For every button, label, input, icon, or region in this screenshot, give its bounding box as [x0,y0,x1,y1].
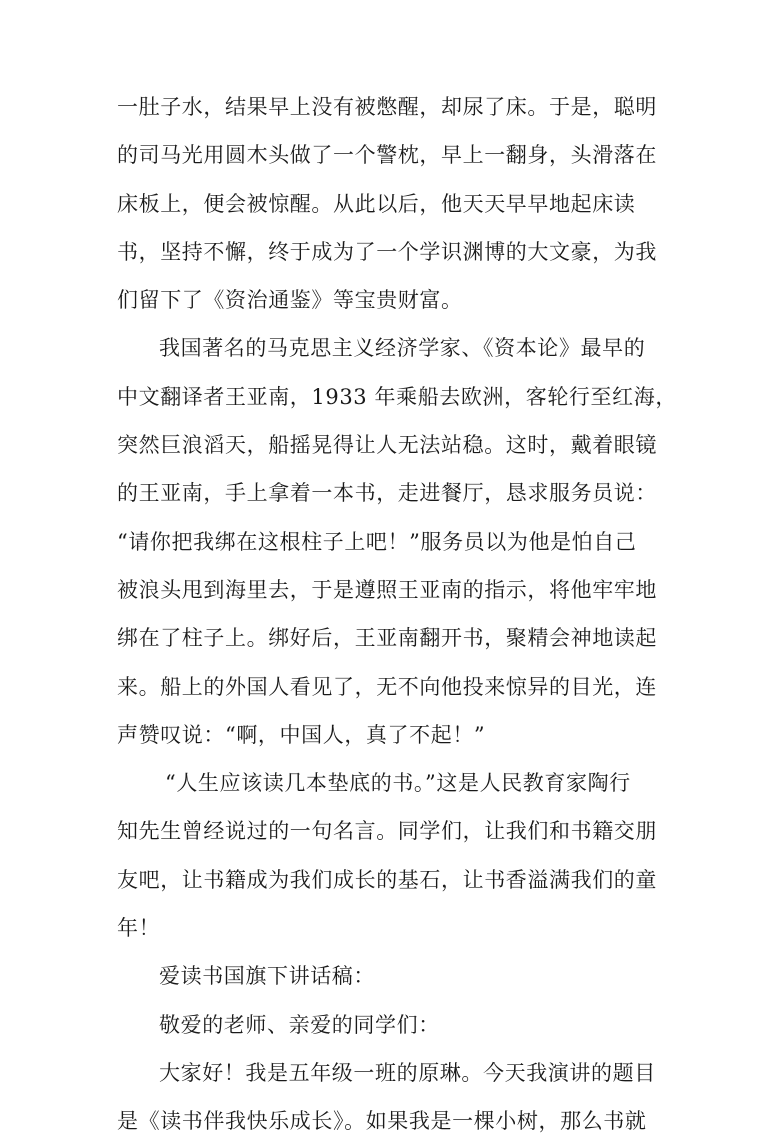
text-line: 声赞叹说：“啊，中国人，真了不起！” [117,722,486,747]
paragraph-start-line: 大家好！我是五年级一班的原琳。今天我演讲的题目 [159,1060,656,1085]
text-line: 知先生曾经说过的一句名言。同学们，让我们和书籍交朋 [117,819,657,844]
text-line: 年！ [117,916,161,941]
text-line: “请你把我绑在这根柱子上吧！”服务员以为他是怕自己 [117,529,637,554]
text-line: 书，坚持不懈，终于成为了一个学识渊博的大文豪，为我 [117,239,657,264]
text-line: 们留下了《资治通鉴》等宝贵财富。 [117,288,463,313]
salutation: 敬爱的老师、亲爱的同学们： [159,1012,440,1037]
text-line: 突然巨浪滔天，船摇晃得让人无法站稳。这时，戴着眼镜 [117,433,657,458]
document-body [117,83,677,1146]
paragraph-start-line: 我国著名的马克思主义经济学家、《资本论》最早的 [159,336,646,361]
text-line: 中文翻译者王亚南，1933 年乘船去欧洲，客轮行至红海， [117,384,677,409]
text-line: 友吧，让书籍成为我们成长的基石，让书香溢满我们的童 [117,867,657,892]
text-line: 的王亚南，手上拿着一本书，走进餐厅，恳求服务员说： [117,481,657,506]
text-line: 的司马光用圆木头做了一个警枕，早上一翻身，头滑落在 [117,143,657,168]
text-line: 来。船上的外国人看见了，无不向他投来惊异的目光，连 [117,674,657,699]
text-line: 绑在了柱子上。绑好后，王亚南翻开书，聚精会神地读起 [117,626,657,651]
text-line: 被浪头甩到海里去，于是遵照王亚南的指示，将他牢牢地 [117,577,657,602]
text-line: 一肚子水，结果早上没有被憋醒，却尿了床。于是，聪明 [117,95,657,119]
text-line: 是《读书伴我快乐成长》。如果我是一棵小树，那么书就 [117,1109,647,1134]
text-line: 床板上，便会被惊醒。从此以后，他天天早早地起床读 [117,191,636,216]
speech-title: 爱读书国旗下讲话稿： [159,964,375,989]
paragraph-start-line: “人生应该读几本垫底的书。”这是人民教育家陶行 [165,771,631,796]
